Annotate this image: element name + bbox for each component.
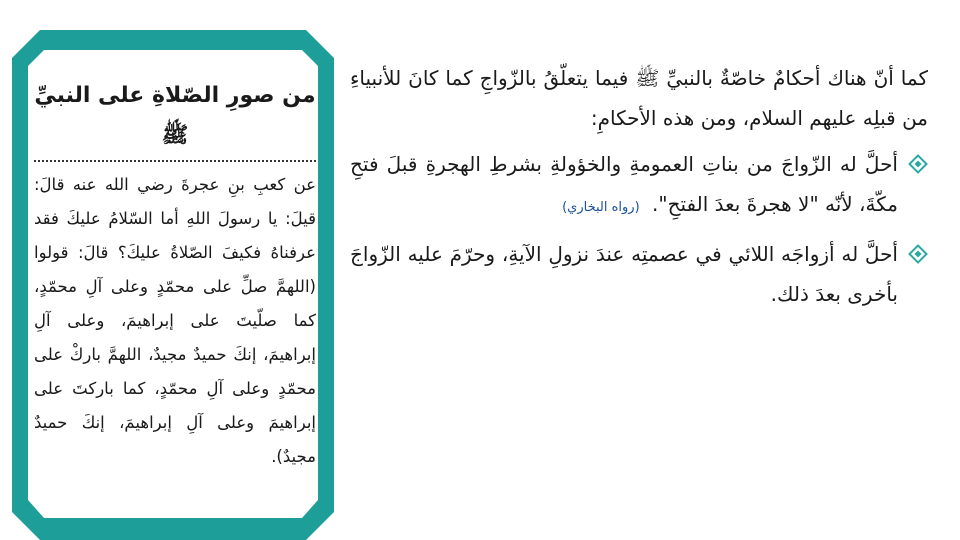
bullet-text-content: أحلَّ له أزواجَه اللائي في عصمتِه عندَ نزولِ الآيةِ، وحرّمَ عليه الزّواجَ بأخرى بعدَ ذلك. [350,242,898,306]
bullet-text [350,144,898,228]
bullet-text-content: أحلَّ له الزّواجَ من بناتِ العمومةِ والخؤولةِ بشرطِ الهجرةِ قبلَ فتحِ مكّةَ، لأنّه "لا هجرةَ بعدَ الفتحِ". [350,152,898,216]
hadith-source: (رواه البخاري) [562,200,640,215]
intro-paragraph: كما أنّ هناك أحكامٌ خاصّةٌ بالنبيِّ ﷺ فيما يتعلّقُ بالزّواجِ كما كانَ للأنبياءِ من قبلِه عليهم السلام، ومن هذه الأحكامِ: [350,66,928,130]
bullet-item [350,144,928,228]
bullet-item [350,234,928,314]
quote-body: عن كعبِ بنِ عجرةَ رضي الله عنه قالَ: قيلَ: يا رسولَ اللهِ أما السّلامُ عليكَ فقد عرفناهُ فكيفَ الصّلاةُ عليكَ؟ قالَ: قولوا (اللهمَّ صلِّ على محمّدٍ وعلى آلِ محمّدٍ، كما صلّيتَ على إبراهيمَ، وعلى آلِ إبراهيمَ، إنكَ حميدٌ مجيدٌ، اللهمَّ باركْ على محمّدٍ وعلى آلِ محمّدٍ، كما باركتَ على إبراهيمَ وعلى آلِ إبراهيمَ، إنكَ حميدٌ مجيدٌ). [34,175,316,466]
quote-box [34,70,316,490]
diamond-bullet-icon [908,244,928,264]
main-content [350,58,928,314]
diamond-bullet-icon [908,154,928,174]
quote-frame [0,0,340,540]
quote-title: من صورِ الصّلاةِ على النبيِّ ﷺ [34,76,316,162]
bullet-text [350,234,898,314]
